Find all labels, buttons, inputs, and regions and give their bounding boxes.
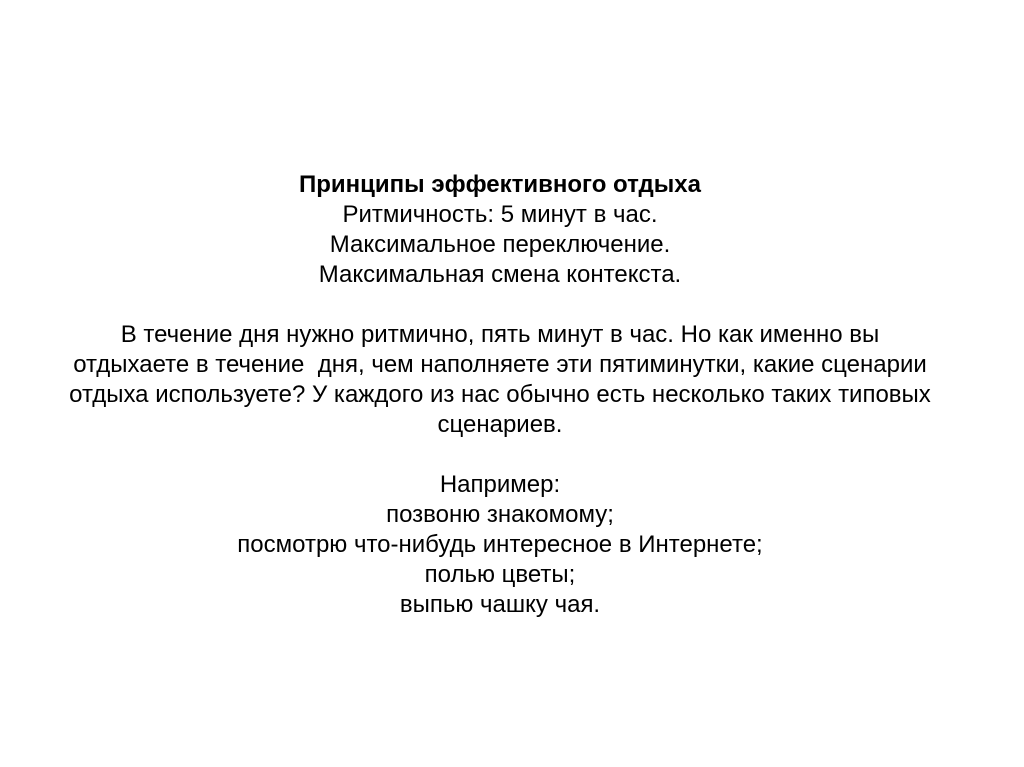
spacer bbox=[0, 290, 1000, 320]
examples-heading: Например: bbox=[439, 471, 561, 498]
example-item: позвоню знакомому; bbox=[386, 501, 614, 528]
paragraph-line: отдыхаете в течение дня, чем наполняете эти пятиминутки, какие сценарии bbox=[73, 351, 927, 378]
principle-item: Ритмичность: 5 минут в час. bbox=[342, 201, 658, 228]
paragraph-line: отдыха используете? У каждого из нас обычно есть несколько таких типовых bbox=[69, 381, 931, 408]
slide-body bbox=[0, 170, 1000, 620]
example-item: полью цветы; bbox=[424, 561, 576, 588]
slide-title: Принципы эффективного отдыха bbox=[299, 171, 701, 198]
example-item: выпью чашку чая. bbox=[399, 591, 601, 618]
principle-item: Максимальная смена контекста. bbox=[318, 261, 682, 288]
spacer bbox=[0, 440, 1000, 470]
paragraph-line: сценариев. bbox=[437, 411, 563, 438]
principle-item: Максимальное переключение. bbox=[329, 231, 671, 258]
paragraph-line: В течение дня нужно ритмично, пять минут в час. Но как именно вы bbox=[120, 321, 880, 348]
example-item: посмотрю что-нибудь интересное в Интернете; bbox=[237, 531, 763, 558]
